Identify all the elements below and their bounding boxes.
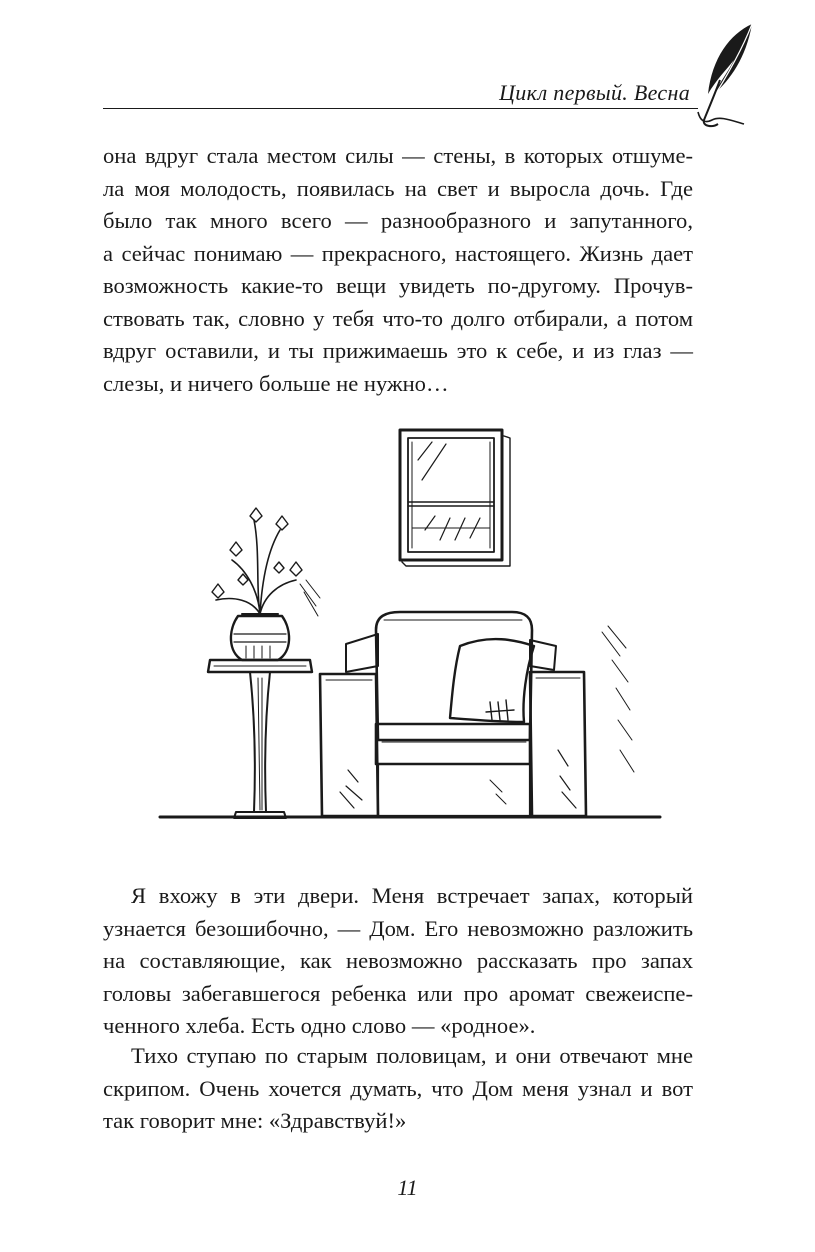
paragraph-1 (103, 140, 693, 400)
picture-frame-icon (400, 430, 510, 566)
text-line: Я вхожу в эти двери. Меня встречает запах, который (131, 883, 693, 908)
text-line: вдруг оставили, и ты прижимаешь это к себе, и из глаз — (103, 338, 693, 363)
running-head: Цикл первый. Весна (499, 80, 690, 105)
header-rule (103, 108, 698, 109)
paragraph-3 (103, 1040, 693, 1138)
text-line: ла моя молодость, появилась на свет и выросла дочь. Где (103, 175, 693, 201)
text-line: возможность какие-то вещи увидеть по-другому. Прочув- (103, 273, 693, 298)
armchair-icon (320, 612, 634, 816)
text-line: скрипом. Очень хочется думать, что Дом меня узнал и вот (103, 1075, 693, 1101)
text-line: так говорит мне: «Здравствуй!» (103, 1108, 407, 1133)
side-table-icon (208, 660, 312, 818)
page-number: 11 (397, 1175, 418, 1200)
text-line: ченного хлеба. Есть одно слово — «родное». (103, 1013, 536, 1038)
text-line: было так много всего — разнообразного и запутанного, (103, 208, 693, 233)
text-line: ствовать так, словно у тебя что-то долго отбирали, а потом (103, 305, 693, 331)
quill-pen-icon (690, 20, 760, 130)
text-line: слезы, и ничего больше не нужно… (103, 370, 449, 396)
text-line: а сейчас понимаю — прекрасного, настоящего. Жизнь дает (103, 240, 693, 266)
armchair-illustration (150, 420, 670, 830)
text-line: на составляющие, как невозможно рассказать про запах (103, 948, 693, 973)
vase-with-flowers-icon (212, 508, 320, 660)
text-line: головы забегавшегося ребенка или про аромат свежеиспе- (103, 980, 693, 1006)
text-line: Тихо ступаю по старым половицам, и они отвечают мне (131, 1043, 693, 1068)
paragraph-2 (103, 880, 693, 1043)
text-line: узнается безошибочно, — Дом. Его невозможно разложить (103, 915, 693, 941)
text-line: она вдруг стала местом силы — стены, в которых отшуме- (103, 143, 693, 168)
